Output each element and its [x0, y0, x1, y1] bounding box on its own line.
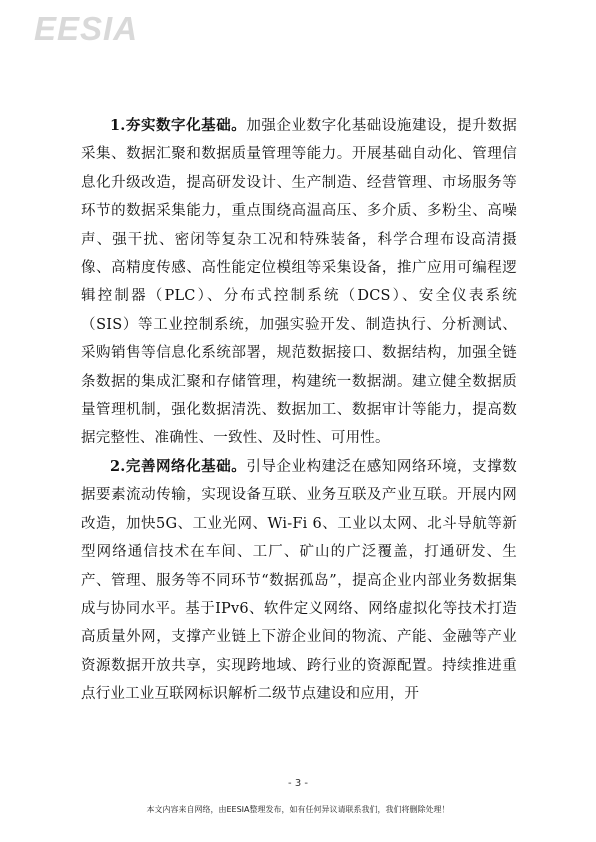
- eesia-logo: EESIA: [34, 10, 139, 47]
- footer-disclaimer: 本文内容来自网络，由EESIA整理发布，如有任何异议请联系我们，我们将删除处理！: [146, 805, 450, 814]
- paragraph-1: [81, 112, 517, 453]
- paragraph-2-text: 引导企业构建泛在感知网络环境，支撑数据要素流动传输，实现设备互联、业务互联及产业互联。开展内网改造，加快5G、工业光网、Wi-Fi 6、工业以太网、北斗导航等新型网络通信技术在车间、工厂、矿山的广泛覆盖，打通研发、生产、管理、服务等不同环节“数据孤岛”，提高企业内部业务数据集成与协同水平。基于IPv6、软件定义网络、网络虚拟化等技术打造高质量外网，支撑产业链上下游企业间的物流、产能、金融等产业资源数据开放共享，实现跨地域、跨行业的资源配置。持续推进重点行业工业互联网标识解析二级节点建设和应用，开: [81, 458, 517, 703]
- paragraph-1-heading: 1.夯实数字化基础。: [110, 117, 247, 134]
- page-number: - 3 -: [288, 778, 308, 789]
- document-body: [81, 112, 517, 709]
- paragraph-2: [81, 453, 517, 709]
- paragraph-2-heading: 2.完善网络化基础。: [110, 457, 247, 475]
- paragraph-1-text: 加强企业数字化基础设施建设，提升数据采集、数据汇聚和数据质量管理等能力。开展基础自动化、管理信息化升级改造，提高研发设计、生产制造、经营管理、市场服务等环节的数据采集能力，重点围绕高温高压、多介质、多粉尘、高噪声、强干扰、密闭等复杂工况和特殊装备，科学合理布设高清摄像、高精度传感、高性能定位模组等采集设备，推广应用可编程逻辑控制器（PLC）、分布式控制系统（DCS）、安全仪表系统（SIS）等工业控制系统，加强实验开发、制造执行、分析测试、采购销售等信息化系统部署，规范数据接口、数据结构，加强全链条数据的集成汇聚和存储管理，构建统一数据湖。建立健全数据质量管理机制，强化数据清洗、数据加工、数据审计等能力，提高数据完整性、准确性、一致性、及时性、可用性。: [81, 118, 517, 447]
